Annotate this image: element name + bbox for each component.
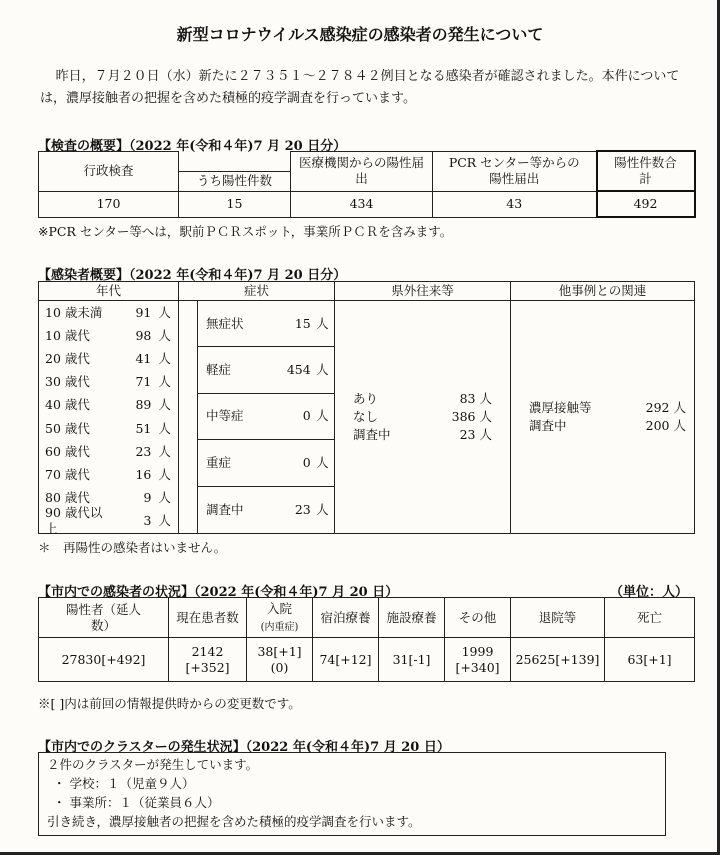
header-travel: 県外往来等 [335,282,511,301]
header-admin-positive: うち陽性件数 [179,171,291,191]
travel-label: 調査中 [353,427,391,442]
age-unit: 人 [158,374,171,390]
age-unit: 人 [158,513,171,529]
relation-list [511,399,694,435]
travel-cell [335,301,511,534]
travel-list [335,390,510,444]
status-note: ※[ ]内は前回の情報提供時からの変更数です。 [38,696,301,711]
age-count: 51 [135,420,152,436]
header-other: その他 [445,598,511,638]
cluster-heading: 【市内でのクラスターの発生状況】（2022 年(令和４年)7 月 20 日） [38,740,450,755]
value-hotel: 74[+12] [313,638,379,682]
symptom-list [179,301,334,533]
header-pcr: PCR センター等からの陽性届出 [433,151,597,191]
value-other [445,638,511,682]
value-pcr: 43 [433,191,597,217]
age-cell [39,301,179,537]
symptom-unit: 人 [316,454,329,470]
symptom-count: 0 [302,454,311,470]
age-label: 70 歳代 [45,466,90,482]
header-symptom: 症状 [179,282,335,301]
symptom-row [197,487,334,533]
value-current-diff: [+352] [185,659,230,675]
value-admin-positive: 15 [179,191,291,217]
age-unit: 人 [158,304,171,320]
cluster-line: ２件のクラスターが発生しています。 [47,757,259,772]
symptom-unit: 人 [316,315,329,331]
travel-label: なし [353,409,379,424]
travel-count: 83 人 [459,391,492,406]
relation-row [529,417,686,435]
symptom-count: 23 [294,501,311,517]
cluster-line: 引き続き，濃厚接触者の把握を含めた積極的疫学調査を行います。 [47,814,421,829]
symptom-unit: 人 [316,362,329,378]
value-other-count: 1999 [461,643,494,659]
age-count: 16 [135,466,152,482]
travel-count: 386 人 [451,409,492,424]
header-medical: 医療機関からの陽性届出 [291,151,433,191]
header-admin-test: 行政検査 [39,151,179,191]
age-label: 50 歳代 [45,420,90,436]
symptom-label: 無症状 [206,315,244,331]
symptom-row-inner [198,394,334,439]
test-summary-heading: 【検査の概要】（2022 年(令和４年)7 月 20 日分） [38,139,347,154]
relation-label: 調査中 [529,418,567,433]
age-row [39,347,178,370]
age-unit: 人 [158,420,171,436]
age-row [39,440,178,463]
symptom-row-inner [198,347,334,392]
header-hospital: 入院 [247,598,313,620]
age-unit: 人 [158,490,171,506]
value-medical: 434 [291,191,433,217]
travel-count: 23 人 [459,427,492,442]
header-death: 死亡 [605,598,695,638]
test-summary-table [38,150,696,218]
travel-row [353,408,492,426]
age-unit: 人 [158,327,171,343]
relation-count: 292 人 [645,400,686,415]
symptom-label: 調査中 [206,501,244,517]
intro-paragraph: 昨日，７月２０日（水）新たに２７３５１～２７８４２例目となる感染者が確認されました。本件については，濃厚接触者の把握を含めた積極的疫学調査を行っています。 [40,69,680,106]
symptom-count: 15 [294,315,311,331]
symptom-unit: 人 [316,408,329,424]
symptom-row [197,347,334,393]
age-row [39,417,178,440]
header-relation: 他事例との関連 [511,282,695,301]
value-positive: 27830[+492] [39,638,169,682]
cases-note: ＊ 再陽性の感染者はいません。 [38,540,227,555]
value-current [169,638,247,682]
header-current: 現在患者数 [169,598,247,638]
age-unit: 人 [158,397,171,413]
symptom-label: 中等症 [206,408,244,424]
value-other-diff: [+340] [455,659,500,675]
header-hotel: 宿泊療養 [313,598,379,638]
symptom-label: 軽症 [206,362,232,378]
symptom-row [197,301,334,347]
value-hospital [247,638,313,682]
header-discharged: 退院等 [511,598,605,638]
header-hospital-sub: (内重症) [247,620,313,638]
symptom-count: 454 [286,362,311,378]
relation-count: 200 人 [645,418,686,433]
age-list [39,301,178,537]
header-age: 年代 [39,282,179,301]
value-hospital-count: 38[+1] [257,643,302,659]
header-positive: 陽性者（延人数） [39,598,169,638]
test-summary-note: ※PCR センター等へは，駅前ＰＣＲスポット，事業所ＰＣＲを含みます。 [38,224,453,239]
age-row [39,394,178,417]
cases-table [38,281,695,537]
age-count: 98 [135,327,152,343]
age-label: 10 歳代 [45,327,90,343]
age-count: 71 [135,374,152,390]
age-count: 23 [135,443,152,459]
cases-heading: 【感染者概要】（2022 年(令和４年)7 月 20 日分） [38,268,347,283]
age-row [39,324,178,347]
cluster-line: ・ 事業所：１（従業員６人） [53,795,220,810]
age-row [39,463,178,486]
cluster-box [38,752,666,836]
age-row [39,301,178,324]
cluster-line: ・ 学校：１（児童９人） [53,776,195,791]
page-title: 新型コロナウイルス感染症の感染者の発生について [176,25,544,44]
age-unit: 人 [158,443,171,459]
value-hospital-severe: (0) [270,659,289,675]
symptom-row [197,440,334,486]
relation-label: 濃厚接触等 [529,400,592,415]
age-count: 89 [135,397,152,413]
age-row [39,505,178,537]
age-count: 9 [143,490,152,506]
age-count: 91 [135,304,152,320]
age-label: 10 歳未満 [45,304,103,320]
symptom-row-inner [198,487,334,533]
travel-row [353,426,492,444]
travel-label: あり [353,391,379,406]
value-death: 63[+1] [605,638,695,682]
age-label: 80 歳代 [45,490,90,506]
value-facility: 31[-1] [379,638,445,682]
age-label: 60 歳代 [45,443,90,459]
age-label: 90 歳代以上 [45,505,103,537]
status-table [38,597,695,682]
relation-cell [511,301,695,534]
symptom-unit: 人 [316,501,329,517]
symptom-row-inner [198,301,334,346]
header-total: 陽性件数合 計 [597,151,695,191]
value-total: 492 [597,191,695,217]
travel-row [353,390,492,408]
value-discharged: 25625[+139] [511,638,605,682]
symptom-cell [179,301,335,534]
symptom-count: 0 [302,408,311,424]
relation-row [529,399,686,417]
header-facility: 施設療養 [379,598,445,638]
age-row [39,371,178,394]
value-current-count: 2142 [191,643,224,659]
symptom-row-inner [198,440,334,485]
value-admin: 170 [39,191,179,217]
age-label: 20 歳代 [45,350,90,366]
age-unit: 人 [158,350,171,366]
age-unit: 人 [158,466,171,482]
symptom-row [197,394,334,440]
status-heading: 【市内での感染者の状況】（2022 年(令和４年)7 月 20 日） [38,585,399,600]
age-count: 3 [143,513,152,529]
status-unit: （単位：人） [610,585,689,600]
age-label: 40 歳代 [45,397,90,413]
age-count: 41 [135,350,152,366]
age-label: 30 歳代 [45,374,90,390]
symptom-label: 重症 [206,454,232,470]
